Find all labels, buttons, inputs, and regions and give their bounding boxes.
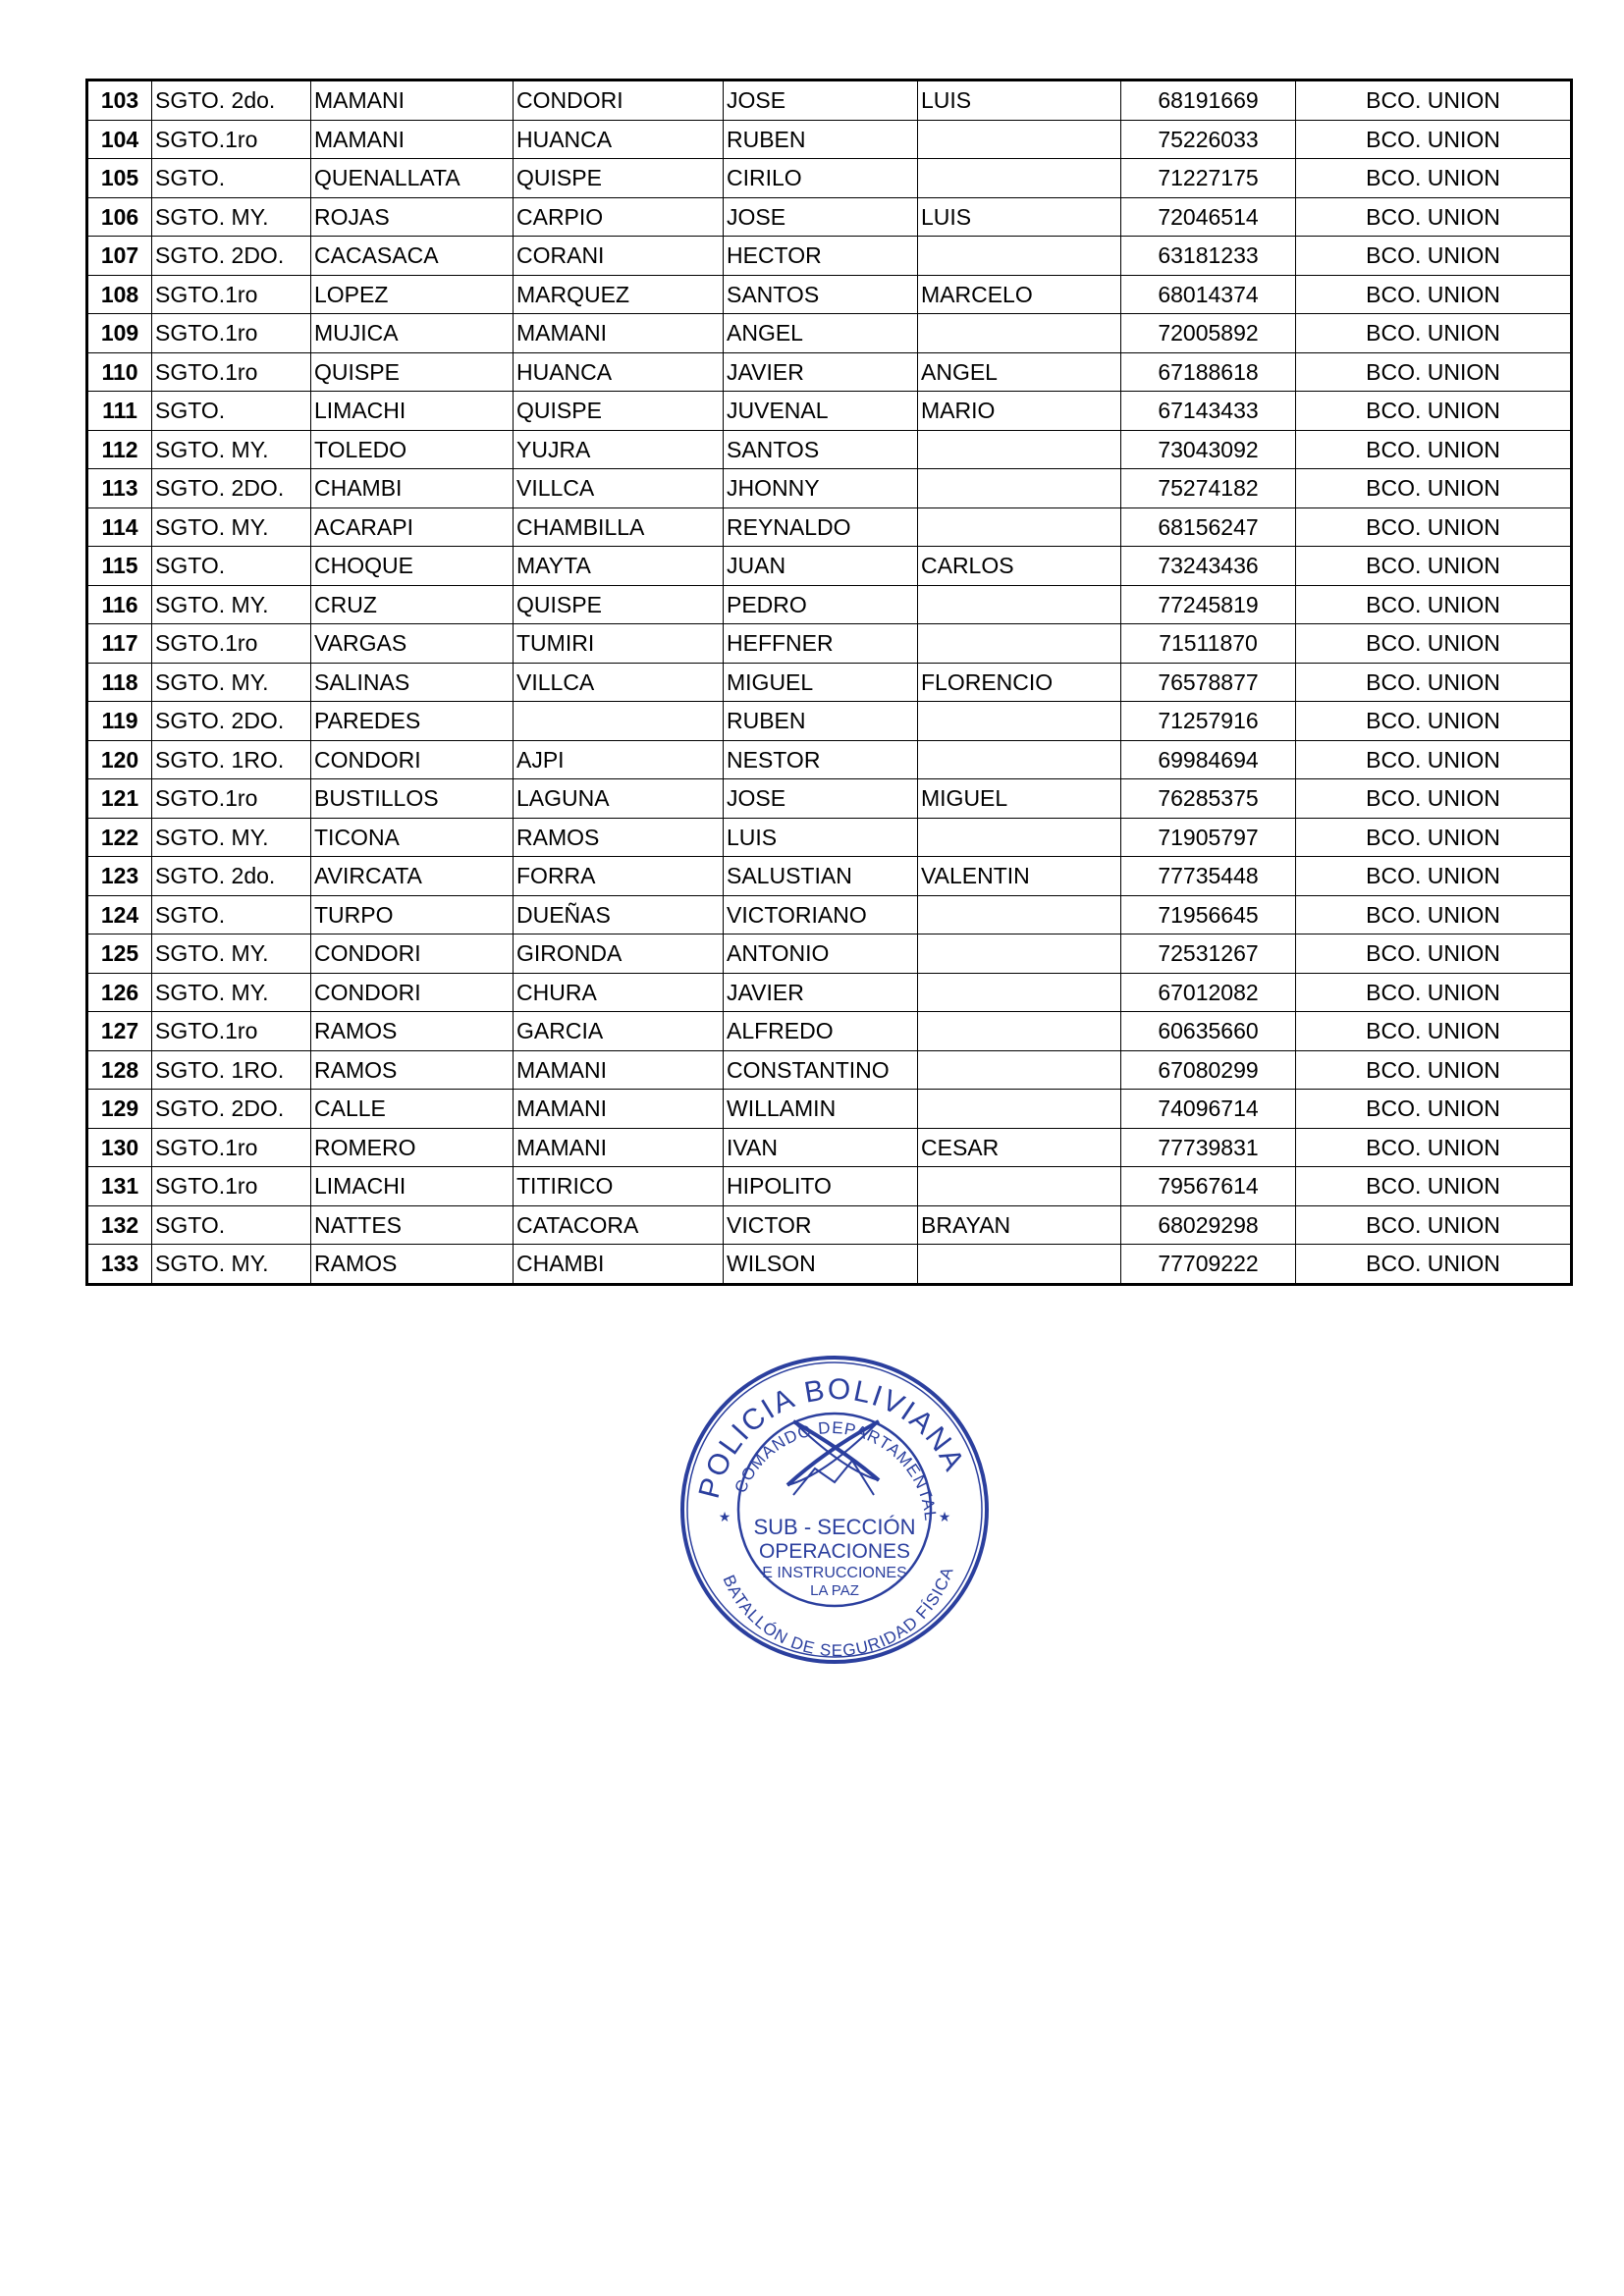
table-row: [87, 585, 1572, 624]
cell-num: 120: [87, 740, 152, 779]
cell-phone: 77709222: [1121, 1245, 1296, 1285]
table-row: [87, 314, 1572, 353]
cell-last2: CATACORA: [514, 1205, 724, 1245]
cell-last2: AJPI: [514, 740, 724, 779]
cell-last2: QUISPE: [514, 392, 724, 431]
cell-phone: 71227175: [1121, 159, 1296, 198]
cell-last2: MAYTA: [514, 547, 724, 586]
cell-first1: WILSON: [724, 1245, 918, 1285]
table-row: [87, 1167, 1572, 1206]
cell-bank: BCO. UNION: [1296, 469, 1572, 508]
stamp-outer-text: POLICIA BOLIVIANA: [692, 1372, 971, 1502]
cell-first1: JAVIER: [724, 352, 918, 392]
cell-first1: WILLAMIN: [724, 1090, 918, 1129]
cell-last1: QUENALLATA: [311, 159, 514, 198]
cell-bank: BCO. UNION: [1296, 740, 1572, 779]
cell-first1: REYNALDO: [724, 507, 918, 547]
cell-first1: ANTONIO: [724, 934, 918, 974]
cell-phone: 74096714: [1121, 1090, 1296, 1129]
cell-first1: SANTOS: [724, 430, 918, 469]
cell-first2: [918, 973, 1121, 1012]
cell-first2: [918, 237, 1121, 276]
cell-last1: TURPO: [311, 895, 514, 934]
cell-num: 131: [87, 1167, 152, 1206]
stamp-line-instructions: E INSTRUCCIONES: [762, 1565, 907, 1581]
cell-phone: 76578877: [1121, 663, 1296, 702]
cell-num: 109: [87, 314, 152, 353]
cell-last2: MAMANI: [514, 1090, 724, 1129]
cell-phone: 60635660: [1121, 1012, 1296, 1051]
cell-bank: BCO. UNION: [1296, 275, 1572, 314]
cell-num: 128: [87, 1050, 152, 1090]
cell-last2: QUISPE: [514, 585, 724, 624]
cell-phone: 69984694: [1121, 740, 1296, 779]
cell-phone: 67188618: [1121, 352, 1296, 392]
cell-num: 126: [87, 973, 152, 1012]
cell-first2: [918, 702, 1121, 741]
cell-bank: BCO. UNION: [1296, 197, 1572, 237]
cell-last2: VILLCA: [514, 663, 724, 702]
cell-num: 114: [87, 507, 152, 547]
cell-first2: LUIS: [918, 197, 1121, 237]
cell-first1: SALUSTIAN: [724, 857, 918, 896]
cell-phone: 73043092: [1121, 430, 1296, 469]
cell-num: 121: [87, 779, 152, 819]
cell-bank: BCO. UNION: [1296, 818, 1572, 857]
cell-bank: BCO. UNION: [1296, 352, 1572, 392]
cell-phone: 72005892: [1121, 314, 1296, 353]
cell-phone: 67143433: [1121, 392, 1296, 431]
cell-first2: [918, 314, 1121, 353]
cell-grade: SGTO.1ro: [152, 120, 311, 159]
cell-last1: CONDORI: [311, 740, 514, 779]
cell-grade: SGTO.: [152, 1205, 311, 1245]
cell-first1: JOSE: [724, 779, 918, 819]
cell-bank: BCO. UNION: [1296, 392, 1572, 431]
cell-last1: ROMERO: [311, 1128, 514, 1167]
cell-grade: SGTO.: [152, 159, 311, 198]
cell-bank: BCO. UNION: [1296, 1050, 1572, 1090]
cell-first2: [918, 1012, 1121, 1051]
table-row: [87, 1012, 1572, 1051]
cell-last1: QUISPE: [311, 352, 514, 392]
svg-text:★: ★: [718, 1509, 731, 1524]
cell-first1: VICTOR: [724, 1205, 918, 1245]
cell-first2: [918, 1245, 1121, 1285]
cell-first1: VICTORIANO: [724, 895, 918, 934]
cell-last2: VILLCA: [514, 469, 724, 508]
cell-first2: [918, 624, 1121, 664]
cell-last2: CHAMBI: [514, 1245, 724, 1285]
cell-first2: MIGUEL: [918, 779, 1121, 819]
table-row: [87, 547, 1572, 586]
personnel-table-body: [87, 80, 1572, 1285]
table-row: [87, 1245, 1572, 1285]
cell-grade: SGTO. MY.: [152, 507, 311, 547]
svg-text:★: ★: [938, 1509, 951, 1524]
cell-bank: BCO. UNION: [1296, 1012, 1572, 1051]
cell-bank: BCO. UNION: [1296, 159, 1572, 198]
cell-phone: 71257916: [1121, 702, 1296, 741]
cell-num: 132: [87, 1205, 152, 1245]
cell-first2: [918, 585, 1121, 624]
cell-first1: CIRILO: [724, 159, 918, 198]
cell-last1: CHAMBI: [311, 469, 514, 508]
cell-last1: CRUZ: [311, 585, 514, 624]
cell-first2: FLORENCIO: [918, 663, 1121, 702]
cell-phone: 76285375: [1121, 779, 1296, 819]
cell-num: 107: [87, 237, 152, 276]
cell-last2: GARCIA: [514, 1012, 724, 1051]
cell-phone: 79567614: [1121, 1167, 1296, 1206]
table-row: [87, 120, 1572, 159]
cell-last1: LOPEZ: [311, 275, 514, 314]
cell-bank: BCO. UNION: [1296, 857, 1572, 896]
cell-last2: MAMANI: [514, 314, 724, 353]
table-row: [87, 624, 1572, 664]
cell-last2: [514, 702, 724, 741]
cell-num: 106: [87, 197, 152, 237]
cell-first1: LUIS: [724, 818, 918, 857]
cell-num: 112: [87, 430, 152, 469]
cell-first1: RUBEN: [724, 120, 918, 159]
cell-grade: SGTO. 2DO.: [152, 469, 311, 508]
cell-grade: SGTO.: [152, 392, 311, 431]
cell-num: 103: [87, 80, 152, 121]
cell-grade: SGTO. MY.: [152, 197, 311, 237]
cell-bank: BCO. UNION: [1296, 624, 1572, 664]
cell-last2: RAMOS: [514, 818, 724, 857]
cell-num: 123: [87, 857, 152, 896]
cell-phone: 68029298: [1121, 1205, 1296, 1245]
cell-last2: DUEÑAS: [514, 895, 724, 934]
cell-grade: SGTO.1ro: [152, 779, 311, 819]
cell-grade: SGTO. MY.: [152, 973, 311, 1012]
cell-last2: MAMANI: [514, 1128, 724, 1167]
table-row: [87, 430, 1572, 469]
cell-bank: BCO. UNION: [1296, 547, 1572, 586]
cell-first1: ANGEL: [724, 314, 918, 353]
cell-phone: 75226033: [1121, 120, 1296, 159]
cell-last2: HUANCA: [514, 120, 724, 159]
cell-num: 118: [87, 663, 152, 702]
table-row: [87, 702, 1572, 741]
cell-grade: SGTO.1ro: [152, 1012, 311, 1051]
cell-num: 105: [87, 159, 152, 198]
cell-first1: JOSE: [724, 197, 918, 237]
cell-phone: 73243436: [1121, 547, 1296, 586]
cell-bank: BCO. UNION: [1296, 237, 1572, 276]
cell-num: 130: [87, 1128, 152, 1167]
cell-first2: CARLOS: [918, 547, 1121, 586]
table-row: [87, 740, 1572, 779]
table-row: [87, 392, 1572, 431]
cell-first2: [918, 1167, 1121, 1206]
cell-num: 111: [87, 392, 152, 431]
cell-phone: 71511870: [1121, 624, 1296, 664]
cell-bank: BCO. UNION: [1296, 507, 1572, 547]
cell-first2: VALENTIN: [918, 857, 1121, 896]
cell-first2: [918, 120, 1121, 159]
cell-grade: SGTO.1ro: [152, 275, 311, 314]
cell-last1: NATTES: [311, 1205, 514, 1245]
cell-bank: BCO. UNION: [1296, 314, 1572, 353]
cell-bank: BCO. UNION: [1296, 585, 1572, 624]
cell-first2: [918, 934, 1121, 974]
table-row: [87, 1128, 1572, 1167]
cell-first2: MARIO: [918, 392, 1121, 431]
table-row: [87, 973, 1572, 1012]
cell-last1: RAMOS: [311, 1245, 514, 1285]
cell-first2: CESAR: [918, 1128, 1121, 1167]
police-seal-stamp: [677, 1353, 992, 1667]
table-row: [87, 159, 1572, 198]
cell-first1: JOSE: [724, 80, 918, 121]
cell-grade: SGTO. 2DO.: [152, 1090, 311, 1129]
cell-bank: BCO. UNION: [1296, 702, 1572, 741]
cell-first2: [918, 818, 1121, 857]
cell-last1: SALINAS: [311, 663, 514, 702]
cell-last2: CHURA: [514, 973, 724, 1012]
cell-bank: BCO. UNION: [1296, 663, 1572, 702]
cell-grade: SGTO. MY.: [152, 585, 311, 624]
cell-bank: BCO. UNION: [1296, 1245, 1572, 1285]
cell-num: 119: [87, 702, 152, 741]
cell-num: 133: [87, 1245, 152, 1285]
stamp-bottom-text: BATALLÓN DE SEGURIDAD FÍSICA: [719, 1564, 957, 1661]
cell-grade: SGTO. 2DO.: [152, 237, 311, 276]
cell-bank: BCO. UNION: [1296, 1167, 1572, 1206]
cell-phone: 72046514: [1121, 197, 1296, 237]
cell-num: 115: [87, 547, 152, 586]
cell-last1: CONDORI: [311, 934, 514, 974]
cell-first1: JHONNY: [724, 469, 918, 508]
cell-grade: SGTO. 2do.: [152, 857, 311, 896]
table-row: [87, 895, 1572, 934]
table-row: [87, 857, 1572, 896]
stamp-line-city: LA PAZ: [810, 1582, 859, 1599]
cell-last2: CONDORI: [514, 80, 724, 121]
cell-first1: MIGUEL: [724, 663, 918, 702]
cell-grade: SGTO.: [152, 895, 311, 934]
cell-grade: SGTO.: [152, 547, 311, 586]
cell-phone: 68156247: [1121, 507, 1296, 547]
cell-first1: HECTOR: [724, 237, 918, 276]
cell-first2: [918, 1050, 1121, 1090]
stamp-line-operations: OPERACIONES: [758, 1540, 911, 1563]
cell-num: 108: [87, 275, 152, 314]
cell-last2: CHAMBILLA: [514, 507, 724, 547]
cell-last2: MARQUEZ: [514, 275, 724, 314]
cell-grade: SGTO.1ro: [152, 314, 311, 353]
cell-last1: TICONA: [311, 818, 514, 857]
cell-last1: BUSTILLOS: [311, 779, 514, 819]
cell-last1: CONDORI: [311, 973, 514, 1012]
cell-bank: BCO. UNION: [1296, 1205, 1572, 1245]
cell-num: 125: [87, 934, 152, 974]
cell-first1: JUAN: [724, 547, 918, 586]
cell-last2: QUISPE: [514, 159, 724, 198]
cell-phone: 63181233: [1121, 237, 1296, 276]
cell-phone: 77245819: [1121, 585, 1296, 624]
cell-grade: SGTO. MY.: [152, 430, 311, 469]
cell-last2: HUANCA: [514, 352, 724, 392]
cell-first1: NESTOR: [724, 740, 918, 779]
cell-num: 122: [87, 818, 152, 857]
cell-first1: PEDRO: [724, 585, 918, 624]
cell-last1: MAMANI: [311, 80, 514, 121]
cell-last1: VARGAS: [311, 624, 514, 664]
cell-num: 129: [87, 1090, 152, 1129]
table-row: [87, 197, 1572, 237]
cell-num: 113: [87, 469, 152, 508]
table-row: [87, 469, 1572, 508]
cell-last1: MAMANI: [311, 120, 514, 159]
cell-last2: CARPIO: [514, 197, 724, 237]
cell-first2: [918, 430, 1121, 469]
cell-bank: BCO. UNION: [1296, 120, 1572, 159]
cell-num: 124: [87, 895, 152, 934]
cell-bank: BCO. UNION: [1296, 1128, 1572, 1167]
cell-first1: ALFREDO: [724, 1012, 918, 1051]
table-row: [87, 934, 1572, 974]
cell-first2: LUIS: [918, 80, 1121, 121]
cell-last1: CACASACA: [311, 237, 514, 276]
table-row: [87, 818, 1572, 857]
cell-last2: FORRA: [514, 857, 724, 896]
cell-num: 110: [87, 352, 152, 392]
cell-grade: SGTO.1ro: [152, 624, 311, 664]
cell-last2: YUJRA: [514, 430, 724, 469]
cell-first1: JUVENAL: [724, 392, 918, 431]
cell-first2: [918, 159, 1121, 198]
cell-first2: [918, 895, 1121, 934]
table-row: [87, 663, 1572, 702]
cell-last2: GIRONDA: [514, 934, 724, 974]
cell-phone: 71905797: [1121, 818, 1296, 857]
cell-grade: SGTO.1ro: [152, 1167, 311, 1206]
cell-bank: BCO. UNION: [1296, 430, 1572, 469]
cell-grade: SGTO. MY.: [152, 663, 311, 702]
cell-bank: BCO. UNION: [1296, 973, 1572, 1012]
cell-first2: [918, 507, 1121, 547]
cell-last2: TITIRICO: [514, 1167, 724, 1206]
cell-last1: LIMACHI: [311, 1167, 514, 1206]
cell-grade: SGTO. 1RO.: [152, 1050, 311, 1090]
cell-last1: CHOQUE: [311, 547, 514, 586]
table-row: [87, 237, 1572, 276]
cell-num: 116: [87, 585, 152, 624]
cell-phone: 68014374: [1121, 275, 1296, 314]
cell-bank: BCO. UNION: [1296, 80, 1572, 121]
cell-last1: CALLE: [311, 1090, 514, 1129]
table-row: [87, 80, 1572, 121]
cell-phone: 72531267: [1121, 934, 1296, 974]
cell-last1: RAMOS: [311, 1050, 514, 1090]
cell-first1: HEFFNER: [724, 624, 918, 664]
table-row: [87, 1090, 1572, 1129]
cell-first2: MARCELO: [918, 275, 1121, 314]
cell-first1: HIPOLITO: [724, 1167, 918, 1206]
cell-first2: [918, 740, 1121, 779]
cell-last2: CORANI: [514, 237, 724, 276]
cell-last2: LAGUNA: [514, 779, 724, 819]
cell-last1: AVIRCATA: [311, 857, 514, 896]
cell-last1: ACARAPI: [311, 507, 514, 547]
cell-num: 127: [87, 1012, 152, 1051]
cell-last1: LIMACHI: [311, 392, 514, 431]
cell-bank: BCO. UNION: [1296, 779, 1572, 819]
cell-grade: SGTO. 2do.: [152, 80, 311, 121]
cell-grade: SGTO.1ro: [152, 1128, 311, 1167]
table-row: [87, 779, 1572, 819]
cell-grade: SGTO. MY.: [152, 818, 311, 857]
cell-phone: 77735448: [1121, 857, 1296, 896]
cell-bank: BCO. UNION: [1296, 895, 1572, 934]
cell-last1: PAREDES: [311, 702, 514, 741]
table-row: [87, 1205, 1572, 1245]
cell-phone: 67080299: [1121, 1050, 1296, 1090]
cell-phone: 68191669: [1121, 80, 1296, 121]
cell-last1: ROJAS: [311, 197, 514, 237]
cell-last2: MAMANI: [514, 1050, 724, 1090]
cell-first1: SANTOS: [724, 275, 918, 314]
cell-phone: 67012082: [1121, 973, 1296, 1012]
cell-last1: RAMOS: [311, 1012, 514, 1051]
cell-bank: BCO. UNION: [1296, 934, 1572, 974]
table-row: [87, 1050, 1572, 1090]
cell-first1: JAVIER: [724, 973, 918, 1012]
cell-phone: 77739831: [1121, 1128, 1296, 1167]
cell-grade: SGTO.1ro: [152, 352, 311, 392]
cell-last2: TUMIRI: [514, 624, 724, 664]
cell-last1: TOLEDO: [311, 430, 514, 469]
cell-grade: SGTO. MY.: [152, 1245, 311, 1285]
personnel-table: [85, 79, 1573, 1286]
cell-first2: [918, 1090, 1121, 1129]
cell-first2: [918, 469, 1121, 508]
cell-bank: BCO. UNION: [1296, 1090, 1572, 1129]
cell-grade: SGTO. 1RO.: [152, 740, 311, 779]
cell-first2: ANGEL: [918, 352, 1121, 392]
cell-first1: CONSTANTINO: [724, 1050, 918, 1090]
table-row: [87, 275, 1572, 314]
table-row: [87, 352, 1572, 392]
cell-grade: SGTO. 2DO.: [152, 702, 311, 741]
cell-num: 104: [87, 120, 152, 159]
cell-grade: SGTO. MY.: [152, 934, 311, 974]
cell-first1: IVAN: [724, 1128, 918, 1167]
cell-num: 117: [87, 624, 152, 664]
cell-phone: 75274182: [1121, 469, 1296, 508]
cell-first1: RUBEN: [724, 702, 918, 741]
stamp-inner-text: COMANDO DEPARTAMENTAL: [731, 1417, 941, 1522]
cell-phone: 71956645: [1121, 895, 1296, 934]
table-row: [87, 507, 1572, 547]
cell-first2: BRAYAN: [918, 1205, 1121, 1245]
stamp-line-subsection: SUB - SECCIÓN: [753, 1515, 916, 1539]
cell-last1: MUJICA: [311, 314, 514, 353]
